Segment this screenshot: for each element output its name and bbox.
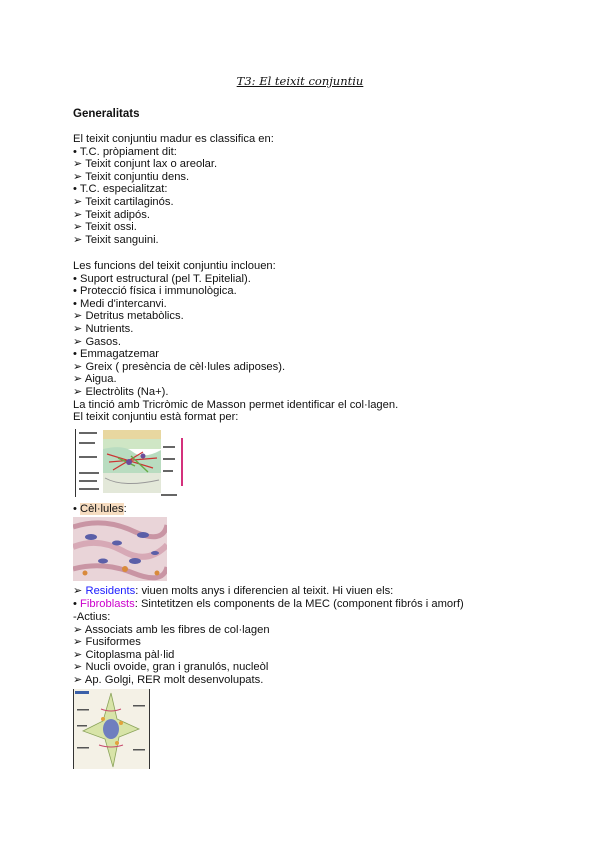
- text-line: ➢ Associats amb les fibres de col·lagen: [73, 623, 270, 636]
- text-line: ➢ Greix ( presència de cèl·lules adiposes).: [73, 360, 286, 373]
- colon: :: [123, 503, 127, 515]
- text-line: ➢ Gasos.: [73, 335, 121, 348]
- text-line: ➢ Ap. Golgi, RER molt desenvolupats.: [73, 673, 264, 686]
- text-line: • T.C. pròpiament dit:: [73, 145, 177, 158]
- bullet: •: [73, 503, 81, 515]
- text-line: • Protecció física i immunològica.: [73, 285, 237, 298]
- text-line: ➢ Aigua.: [73, 373, 117, 386]
- page-title: T3: El teixit conjuntiu: [236, 74, 364, 88]
- text-line: ➢ Teixit adipós.: [73, 208, 150, 221]
- text-line: -Actius:: [73, 611, 111, 623]
- text-line: • Emmagatzemar: [73, 348, 159, 361]
- cells-micrograph-image: [73, 517, 167, 581]
- residents-label: Residents: [85, 585, 136, 597]
- text-line: Les funcions del teixit conjuntiu inclouen:: [73, 260, 276, 272]
- fibroblast-illustration-image: [73, 689, 150, 769]
- fibroblasts-description: : Sintetitzen els components de la MEC (component fibrós i amorf): [134, 597, 464, 610]
- text-line: El teixit conjuntiu està format per:: [73, 411, 239, 424]
- text-line: • T.C. especialitzat:: [73, 183, 168, 196]
- residents-fibroblasts: [73, 585, 593, 610]
- section-heading: Generalitats: [73, 108, 140, 120]
- text-line: El teixit conjuntiu madur es classifica en:: [73, 133, 274, 145]
- connective-tissue-diagram-image: [73, 428, 190, 498]
- text-line: ➢ Nutrients.: [73, 322, 134, 335]
- text-line: ➢ Fusiformes: [73, 636, 141, 649]
- text-line: ➢ Teixit sanguini.: [73, 233, 159, 246]
- text-line: • Suport estructural (pel T. Epitelial).: [73, 272, 251, 285]
- bullet: •: [73, 597, 81, 610]
- text-line: ➢ Teixit cartilaginós.: [73, 195, 174, 208]
- text-line: ➢ Nucli ovoide, gran i granulós, nucleòl: [73, 661, 269, 674]
- fibroblasts-label: Fibroblasts: [80, 597, 135, 610]
- residents-description: : viuen molts anys i diferencien al teixit. Hi viuen els:: [135, 585, 394, 597]
- text-line: • Medi d'intercanvi.: [73, 297, 167, 310]
- text-line: ➢ Citoplasma pàl·lid: [73, 648, 175, 661]
- text-line: ➢ Teixit conjunt lax o areolar.: [73, 158, 218, 171]
- text-line: La tinció amb Tricròmic de Masson permet identificar el col·lagen.: [73, 398, 399, 411]
- functions-list: [73, 260, 593, 424]
- classification-list: [73, 133, 593, 246]
- fibroblast-features-list: [73, 611, 593, 687]
- text-line: ➢ Teixit ossi.: [73, 221, 137, 234]
- cells-label-highlighted: Cèl·lules: [80, 503, 124, 515]
- cells-line: [73, 503, 593, 516]
- text-line: ➢ Teixit conjuntiu dens.: [73, 170, 190, 183]
- text-line: ➢ Electròlits (Na+).: [73, 385, 169, 398]
- arrow-bullet: ➢: [73, 585, 86, 597]
- text-line: ➢ Detritus metabòlics.: [73, 310, 184, 323]
